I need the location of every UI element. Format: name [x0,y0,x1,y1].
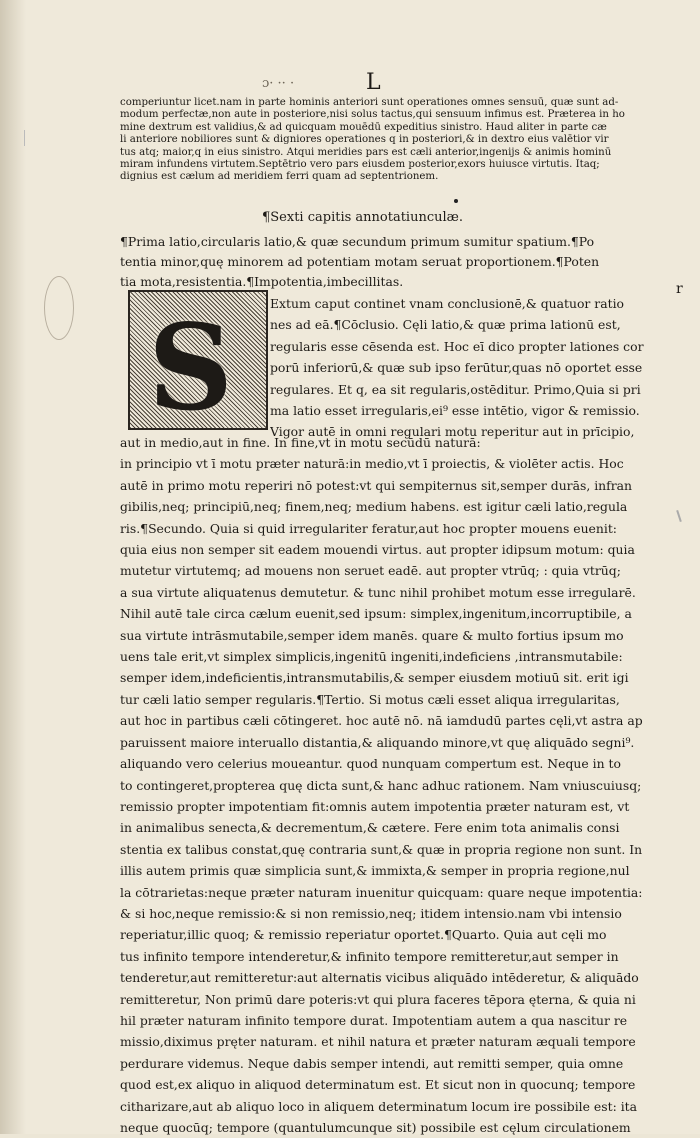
text-line: dignius est cælum ad meridiem ferri quam ad septentrionem. [120,171,439,183]
text-line: & si hoc,neque remissio:& si non remissio,neq; itidem intensio.nam vbi intensio [120,905,622,921]
text-line: a sua virtute aliquatenus demutetur. & tunc nihil prohibet motum esse irregularē. [120,584,636,600]
text-line: li anteriore nobiliores sunt & digniores operationes q in posteriori,& in dextro eius valētior vir [120,134,609,146]
text-line: nes ad eā.¶Cōclusio. Cęli latio,& quæ prima lationū est, [270,317,621,333]
text-line: quod est,ex aliquo in aliquod determinatum est. Et sicut non in quocunq; tempore [120,1077,636,1093]
text-line: gibilis,neq; principiū,neq; finem,neq; medium habens. est igitur cæli latio,regula [120,499,628,515]
woodcut-initial [128,290,268,437]
text-line: ris.¶Secundo. Quia si quid irregulariter feratur,aut hoc propter mouens euenit: [120,520,617,536]
text-line: Vigor autē in omni regulari motu reperitur aut in prīcipio, [270,424,635,440]
text-line: mutetur virtutemq; ad mouens non seruet eadē. aut propter vtrūq; : quia vtrūq; [120,563,621,579]
text-line: reperiatur,illic quoq; & remissio reperiatur oportet.¶Quarto. Quia aut cęli mo [120,927,607,943]
text-line: modum perfectæ,non aute in posteriore,nisi solus tactus,qui sensuum infimus est. Præterea in ho [120,109,625,121]
text-line: sua virtute intrāsmutabile,semper idem manēs. quare & multo fortius ipsum mo [120,627,624,643]
text-line: missio,diximus pręter naturam. et nihil natura et præter naturam æquali tempore [120,1034,636,1050]
text-line: mine dextrum est validius,& ad quicquam mouēdū expeditius sinistro. Haud aliter in parte cæ [120,121,607,133]
text-line: illis autem primis quæ simplicia sunt,& immixta,& semper in propria regione,nul [120,863,630,879]
text-line: comperiuntur licet.nam in parte hominis anteriori sunt operationes omnes sensuū, quæ sunt ad- [120,97,619,108]
text-line: tentia minor,quę minorem ad potentiam motam seruat proportionem.¶Poten [120,254,600,269]
text-line: semper idem,indeficientis,intransmutabilis,& semper eiusdem motiuū sit. erit igi [120,670,629,686]
text-line: tus infinito tempore intenderetur,& infinito tempore remitteretur,aut semper in [120,948,619,964]
paragraph-1 [120,97,650,184]
text-line: tus atq; maior,q in eius sinistro. Atqui meridies pars est cæli anterior,ingenijs & animis hominū [120,146,612,158]
header-marks: ɔ· ·· · [262,76,295,91]
text-line: tenderetur,aut remitteretur:aut alternatis vicibus aliquādo intēderetur, & aliquādo [120,970,639,986]
folio-number: L [366,70,382,95]
text-line: Nihil autē tale circa cælum euenit,sed ipsum: simplex,ingenitum,incorruptibile, a [120,606,632,622]
text-line: neque quocūq; tempore (quantulumcunque sit) possibile est cęlum circulationem [120,1120,631,1135]
text-line: stentia ex talibus constat,quę contraria sunt,& quæ in propria regione non sunt. In [120,841,643,857]
text-line: miram infundens virtutem.Septētrio vero pars eiusdem posterior,exors huiusce virtutis. Itaq; [120,159,600,171]
paragraph-4 [120,432,650,1138]
text-line: uens tale erit,vt simplex simplicis,ingenitū ingeniti,indeficiens ,intransmutabile: [120,649,623,665]
text-line: aliquando vero celerius moueantur. quod nunquam compertum est. Neque in to [120,756,621,772]
text-line: paruissent maiore interuallo distantia,& aliquando minore,vt quę aliquādo segni⁹. [120,734,635,750]
text-line: la cōtrarietas:neque præter naturam inuenitur quicquam: quare neque impotentia: [120,884,643,900]
initial-letter: S [148,298,234,437]
text-line: quia eius non semper sit eadem mouendi virtus. aut propter idipsum motum: quia [120,542,635,558]
text-line: aut in medio,aut in fine. In fine,vt in motu secūdū naturā: [120,435,481,450]
text-line: autē in primo motu reperiri nō potest:vt qui sempiternus sit,semper durās, infran [120,477,633,493]
ink-dot [454,199,458,203]
text-line: perdurare videmus. Neque dabis semper intendi, aut remitti semper, quia omne [120,1055,624,1071]
margin-stroke [676,510,682,522]
text-line: ma latio esset irregularis,ei⁹ esse intētio, vigor & remissio. [270,403,640,419]
margin-mark: r [676,281,683,297]
page-edge-mark [24,130,39,146]
text-line: ¶Prima latio,circularis latio,& quæ secundum primum sumitur spatium.¶Po [120,234,595,249]
text-line: Extum caput continet vnam conclusionē,& quatuor ratio [270,296,624,311]
section-heading: ¶Sexti capitis annotatiunculæ. [262,210,463,225]
text-line: porū inferiorū,& quæ sub ipso ferūtur,quas nō oportet esse [270,360,643,376]
text-line: regulares. Et q, ea sit regularis,ostēditur. Primo,Quia si pri [270,381,641,397]
show-through-mark [44,276,74,340]
text-line: tia mota,resistentia.¶Impotentia,imbecillitas. [120,274,404,289]
paragraph-3 [270,293,650,443]
page-gutter [0,0,26,1134]
text-line: regularis esse cēsenda est. Hoc eī dico propter lationes cor [270,338,644,354]
text-line: aut hoc in partibus cæli cōtingeret. hoc autē nō. nā iamdudū partes cęli,vt astra ap [120,713,643,729]
text-line: remissio propter impotentiam fit:omnis autem impotentia præter naturam est, vt [120,798,630,814]
text-line: in animalibus senecta,& decrementum,& cætere. Fere enim tota animalis consi [120,820,620,836]
text-line: remitteretur, Non primū dare poteris:vt qui plura faceres tēpora ęterna, & quia ni [120,991,636,1007]
text-line: to contingeret,propterea quę dicta sunt,& hanc adhuc rationem. Nam vniuscuiusq; [120,777,642,793]
text-line: citharizare,aut ab aliquo loco in aliquem determinatum locum ire possibile est: ita [120,1098,638,1114]
text-line: tur cæli latio semper regularis.¶Tertio. Si motus cæli esset aliqua irregularitas, [120,691,620,707]
text-line: in principio vt ī motu præter naturā:in medio,vt ī proiectis, & violēter actis. Hoc [120,456,624,472]
paragraph-2 [120,232,650,292]
text-line: hil præter naturam infinito tempore durat. Impotentiam autem a qua nascitur re [120,1012,628,1028]
